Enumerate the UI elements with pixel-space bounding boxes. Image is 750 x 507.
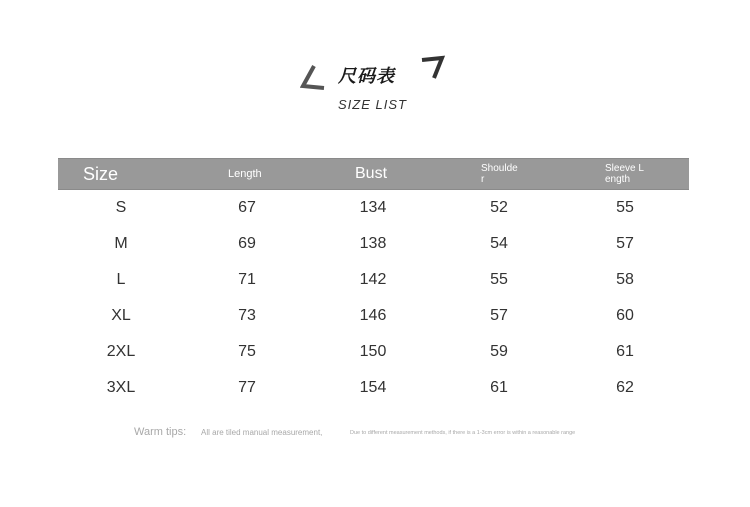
right-bracket-icon xyxy=(418,54,446,82)
cell-shoulder: 55 xyxy=(490,271,508,288)
cell-length: 69 xyxy=(238,235,256,252)
cell-bust: 134 xyxy=(359,199,387,216)
cell-length: 71 xyxy=(238,271,256,288)
table-row xyxy=(58,298,689,334)
cell-size: XL xyxy=(111,307,131,324)
table-row xyxy=(58,334,689,370)
cell-bust: 150 xyxy=(359,343,387,360)
table-row xyxy=(58,226,689,262)
cell-bust: 138 xyxy=(359,235,387,252)
table-body xyxy=(58,190,689,406)
table-row xyxy=(58,190,689,226)
header-length: Length xyxy=(228,168,262,180)
cell-bust: 154 xyxy=(359,379,387,396)
cell-length: 67 xyxy=(238,199,256,216)
title-block xyxy=(300,54,450,94)
tips-text-error-range: Due to different measurement methods, if there is a 1-3cm error is within a reasonable range xyxy=(350,430,576,436)
left-bracket-icon xyxy=(300,64,326,90)
header-shoulder: Shoulder xyxy=(481,163,518,185)
page-subtitle: SIZE LIST xyxy=(338,97,407,112)
cell-length: 77 xyxy=(238,379,256,396)
cell-bust: 142 xyxy=(359,271,387,288)
cell-sleeve-length: 61 xyxy=(616,343,634,360)
cell-sleeve-length: 57 xyxy=(616,235,634,252)
page-title: 尺码表 xyxy=(338,66,395,87)
cell-shoulder: 59 xyxy=(490,343,508,360)
cell-bust: 146 xyxy=(359,307,387,324)
cell-size: 3XL xyxy=(106,379,136,396)
cell-length: 75 xyxy=(238,343,256,360)
cell-sleeve-length: 62 xyxy=(616,379,634,396)
cell-size: M xyxy=(114,235,128,252)
header-size: Size xyxy=(83,163,119,184)
table-header xyxy=(58,158,689,190)
cell-shoulder: 54 xyxy=(490,235,508,252)
header-sleeve-length: Sleeve Length xyxy=(605,163,644,185)
table-row xyxy=(58,262,689,298)
cell-size: 2XL xyxy=(106,343,136,360)
tips-label: Warm tips: xyxy=(134,426,187,438)
size-table xyxy=(58,158,689,406)
cell-shoulder: 52 xyxy=(490,199,508,216)
table-row xyxy=(58,370,689,406)
cell-sleeve-length: 55 xyxy=(616,199,634,216)
cell-shoulder: 57 xyxy=(490,307,508,324)
cell-shoulder: 61 xyxy=(490,379,508,396)
header-bust: Bust xyxy=(355,165,388,182)
cell-sleeve-length: 60 xyxy=(616,307,634,324)
cell-sleeve-length: 58 xyxy=(616,271,634,288)
cell-length: 73 xyxy=(238,307,256,324)
cell-size: S xyxy=(115,199,127,216)
tips-text-measurement: All are tiled manual measurement, xyxy=(201,428,323,437)
cell-size: L xyxy=(116,271,126,288)
